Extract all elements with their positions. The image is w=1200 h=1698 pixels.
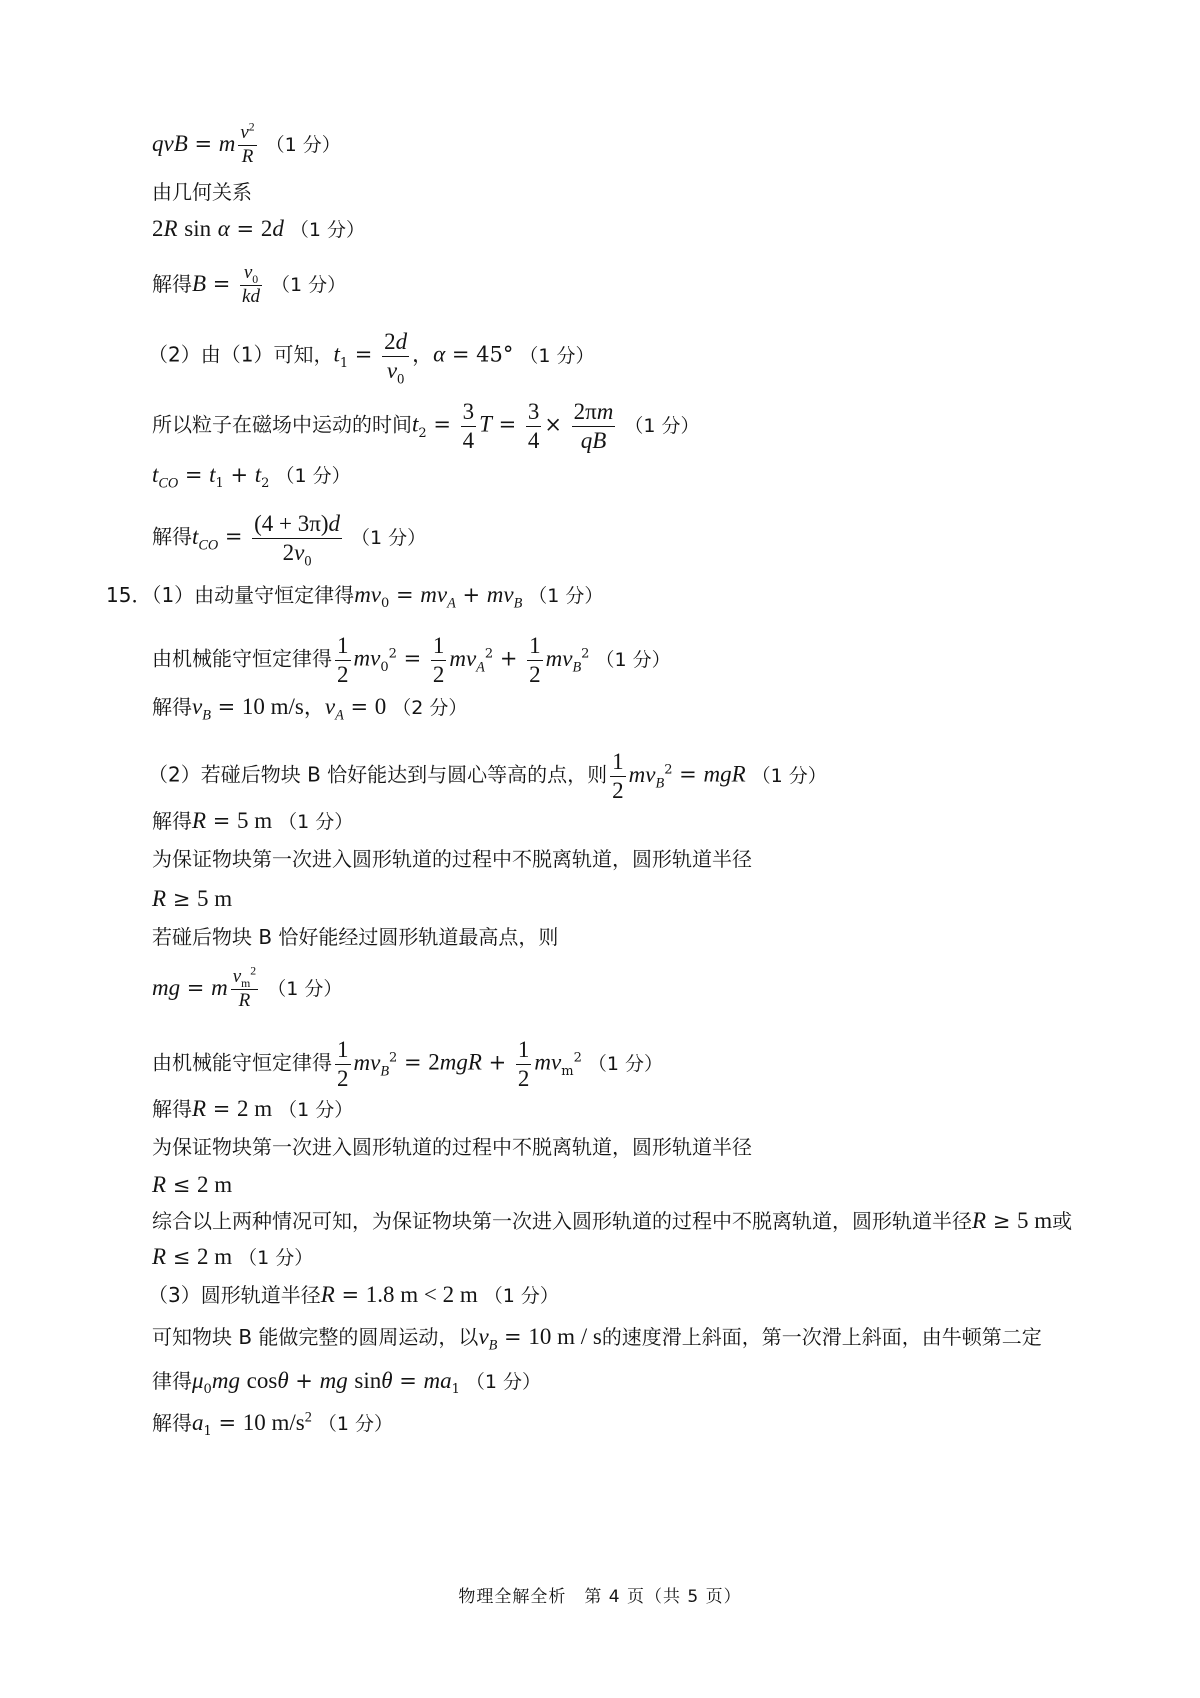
page-footer: 物理全解全析 第 4 页（共 5 页） <box>458 1587 742 1607</box>
eq-energy-top: 由机械能守恒定律得 $\frac{1}{2}$ $mv_B^2 = 2mgR$ + $\frac{1}{2}$ $mv_m^2$ （1 分） <box>152 1037 663 1091</box>
eq-R-2m: 解得R = 2 m （1 分） <box>152 1096 354 1121</box>
eq-equal-height: （2）若碰后物块 B 恰好能达到与圆心等高的点，则 $\frac{1}{2}$ $mv_B^2$ = mgR （1 分） <box>148 749 827 803</box>
eq-t1-alpha: （2）由（1）可知，$t_1$ = $\frac{2d}{v_0}$ ，α = 45° （1 分） <box>148 329 595 388</box>
eq-tco-sum: $t_{CO} = t_1 + t_2$ （1 分） <box>152 462 351 492</box>
eq-vB-vA: 解得$v_B = 10$ m/s，$v_A = 0$ （2 分） <box>152 694 468 724</box>
eq-R-le-2m-final: R ≤ 2 m （1 分） <box>152 1244 314 1269</box>
text-summary: 综合以上两种情况可知，为保证物块第一次进入圆形轨道的过程中不脱离轨道，圆形轨道半径R ≥ 5 m或 <box>152 1208 1073 1233</box>
eq-t2: 所以粒子在磁场中运动的时间$t_2$ = $\frac{3}{4}$ T = $\frac{3}{4}$ × $\frac{2\pi m}{qB}$ （1 分） <box>152 399 700 453</box>
eq-top-gravity: mg = m $\frac{v_m^2}{R}$ （1 分） <box>152 964 343 1011</box>
eq-geometry: 2R sin α = 2d （1 分） <box>152 216 365 241</box>
eq-a1: 解得$a_1 = 10$ $m/s^2$ （1 分） <box>152 1409 393 1440</box>
eq-R-ge-5m: R ≥ 5 m <box>152 886 233 911</box>
text-geometry: 由几何关系 <box>152 180 252 204</box>
text-ensure-2: 为保证物块第一次进入圆形轨道的过程中不脱离轨道，圆形轨道半径 <box>152 1135 752 1159</box>
text-ensure-1: 为保证物块第一次进入圆形轨道的过程中不脱离轨道，圆形轨道半径 <box>152 847 752 871</box>
eq-R-le-2m: R ≤ 2 m <box>152 1172 233 1197</box>
eq-newton: 律得$\mu_0mg$ cosθ + mg $\sin\theta = ma_1$ （1 分） <box>152 1368 542 1398</box>
eq-R-5m: 解得R = 5 m （1 分） <box>152 808 354 833</box>
eq-R-1-8m: （3）圆形轨道半径R = 1.8 m < 2 m （1 分） <box>148 1282 559 1307</box>
eq-solve-B: 解得B = $\frac{v_0}{kd}$ （1 分） <box>152 262 347 307</box>
text-top-point: 若碰后物块 B 恰好能经过圆形轨道最高点，则 <box>152 925 559 949</box>
eq-lorentz: qvB = m $\frac{v^2}{R}$ （1 分） <box>152 120 341 167</box>
text-slide-slope: 可知物块 B 能做完整的圆周运动，以$v_B = 10$ m / s的速度滑上斜面，第一次滑上斜面，由牛顿第二定 <box>152 1324 1042 1354</box>
eq-energy: 由机械能守恒定律得 $\frac{1}{2}$ $mv_0^2$ = $\frac{1}{2}$ $mv_A^2$ + $\frac{1}{2}$ $mv_B^2$ （1 分） <box>152 633 671 687</box>
eq-tco-result: 解得$t_{CO}$ = $\frac{(4 + 3\pi)d}{2v_0}$ （1 分） <box>152 511 427 570</box>
eq-momentum: 15．（1）由动量守恒定律得$mv_0 = mv_A + mv_B$ （1 分） <box>106 582 604 612</box>
